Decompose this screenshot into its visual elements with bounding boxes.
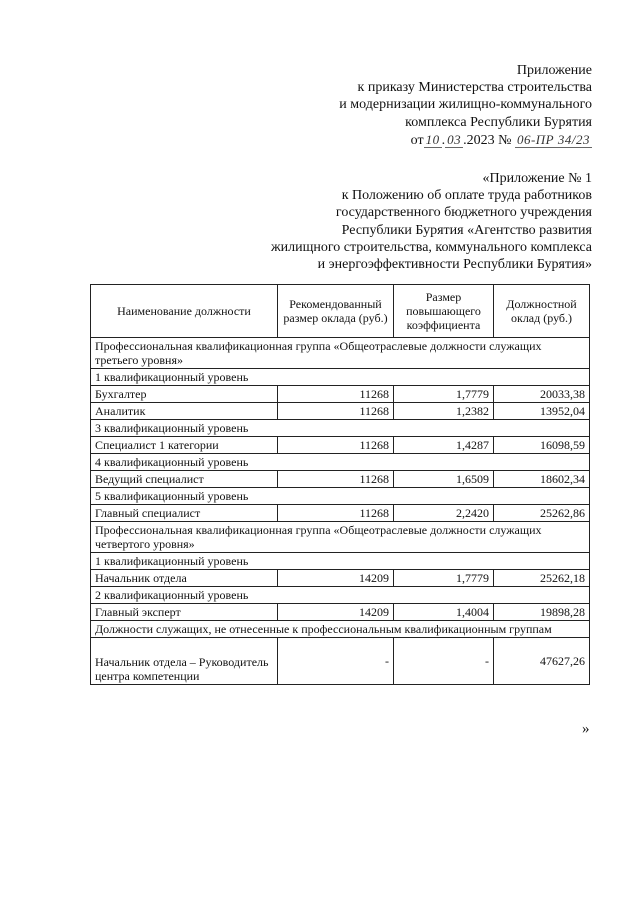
- closing-quote: »: [582, 721, 590, 737]
- coefficient-cell: 1,4004: [394, 604, 494, 621]
- appendix-line: к приказу Министерства строительства: [357, 80, 592, 96]
- position-name-cell: Главный специалист: [91, 505, 278, 522]
- coefficient-cell: 2,2420: [394, 505, 494, 522]
- handwritten-day: 10: [425, 131, 440, 147]
- base-salary-cell: 11268: [278, 386, 394, 403]
- table-row: [91, 454, 590, 471]
- salary-cell: 25262,86: [494, 505, 590, 522]
- coefficient-cell: 1,7779: [394, 570, 494, 587]
- qualification-level-cell: 5 квалификационный уровень: [91, 488, 590, 505]
- table-row: [91, 338, 590, 369]
- appendix-header: [339, 62, 592, 149]
- salary-cell: 18602,34: [494, 471, 590, 488]
- qualification-level-cell: 1 квалификационный уровень: [91, 369, 590, 386]
- coefficient-cell: 1,2382: [394, 403, 494, 420]
- regulation-title: «Приложение № 1: [482, 171, 592, 186]
- coefficient-cell: 1,7779: [394, 386, 494, 403]
- table-row: [91, 403, 590, 420]
- column-header-position: Наименование должности: [91, 285, 278, 338]
- column-header-coefficient: Размер повышающего коэффициента: [394, 285, 494, 338]
- position-name-cell: Ведущий специалист: [91, 471, 278, 488]
- salary-cell: 20033,38: [494, 386, 590, 403]
- handwritten-order-number: 06-ПР 34/23: [516, 131, 590, 147]
- position-name-cell: Главный эксперт: [91, 604, 278, 621]
- regulation-line: Республики Бурятия «Агентство развития: [341, 222, 592, 238]
- salary-cell: 25262,18: [494, 570, 590, 587]
- handwritten-month: 03: [447, 131, 462, 147]
- base-salary-cell: 11268: [278, 505, 394, 522]
- position-name-cell: Начальник отдела: [91, 570, 278, 587]
- base-salary-cell: 11268: [278, 437, 394, 454]
- qualification-level-cell: 2 квалификационный уровень: [91, 587, 590, 604]
- table-row: [91, 488, 590, 505]
- order-date-line: от 10 . 03 .2023 № 06-ПР 34/23: [410, 131, 590, 148]
- qualification-level-cell: 4 квалификационный уровень: [91, 454, 590, 471]
- table-row: [91, 570, 590, 587]
- date-prefix: от: [410, 132, 424, 148]
- table-row: [91, 604, 590, 621]
- position-name-cell: Бухгалтер: [91, 386, 278, 403]
- appendix-line: комплекса Республики Бурятия: [405, 114, 592, 130]
- column-header-base-salary: Рекомендованный размер оклада (руб.): [278, 285, 394, 338]
- table-row: [91, 369, 590, 386]
- qualification-level-cell: 1 квалификационный уровень: [91, 553, 590, 570]
- base-salary-cell: -: [278, 638, 394, 685]
- regulation-line: к Положению об оплате труда работников: [341, 188, 592, 204]
- salary-cell: 47627,26: [494, 638, 590, 685]
- regulation-line: государственного бюджетного учреждения: [335, 205, 592, 221]
- appendix-line: и модернизации жилищно-коммунального: [339, 97, 592, 113]
- table-row: [91, 553, 590, 570]
- table-row: [91, 587, 590, 604]
- salary-cell: 13952,04: [494, 403, 590, 420]
- qualification-group-cell: Профессиональная квалификационная группа «Общеотраслевые должности служащих четвертого уровня»: [91, 522, 590, 553]
- qualification-group-cell: Профессиональная квалификационная группа «Общеотраслевые должности служащих третьего уровня»: [91, 338, 590, 369]
- regulation-header: [271, 170, 592, 273]
- table-row: [91, 522, 590, 553]
- table-row: [91, 621, 590, 638]
- position-name-cell: Начальник отдела – Руководитель центра компетенции: [91, 638, 278, 685]
- qualification-group-cell: Должности служащих, не отнесенные к профессиональным квалификационным группам: [91, 621, 590, 638]
- base-salary-cell: 11268: [278, 471, 394, 488]
- column-header-salary: Должностной оклад (руб.): [494, 285, 590, 338]
- base-salary-cell: 14209: [278, 604, 394, 621]
- table-row: [91, 420, 590, 437]
- base-salary-cell: 11268: [278, 403, 394, 420]
- coefficient-cell: 1,4287: [394, 437, 494, 454]
- salary-cell: 16098,59: [494, 437, 590, 454]
- table-row: [91, 505, 590, 522]
- table-row: [91, 386, 590, 403]
- appendix-title: Приложение: [516, 63, 592, 78]
- table-row: [91, 638, 590, 685]
- date-year: .2023 №: [463, 132, 512, 148]
- table-row: [91, 437, 590, 454]
- base-salary-cell: 14209: [278, 570, 394, 587]
- position-name-cell: Аналитик: [91, 403, 278, 420]
- coefficient-cell: 1,6509: [394, 471, 494, 488]
- table-header-row: [91, 285, 590, 338]
- salary-cell: 19898,28: [494, 604, 590, 621]
- salary-table: [90, 284, 590, 685]
- coefficient-cell: -: [394, 638, 494, 685]
- qualification-level-cell: 3 квалификационный уровень: [91, 420, 590, 437]
- table-row: [91, 471, 590, 488]
- table-body: [91, 338, 590, 685]
- regulation-line: жилищного строительства, коммунального комплекса: [270, 239, 592, 255]
- position-name-cell: Специалист 1 категории: [91, 437, 278, 454]
- regulation-line: и энергоэффективности Республики Бурятия»: [317, 257, 592, 273]
